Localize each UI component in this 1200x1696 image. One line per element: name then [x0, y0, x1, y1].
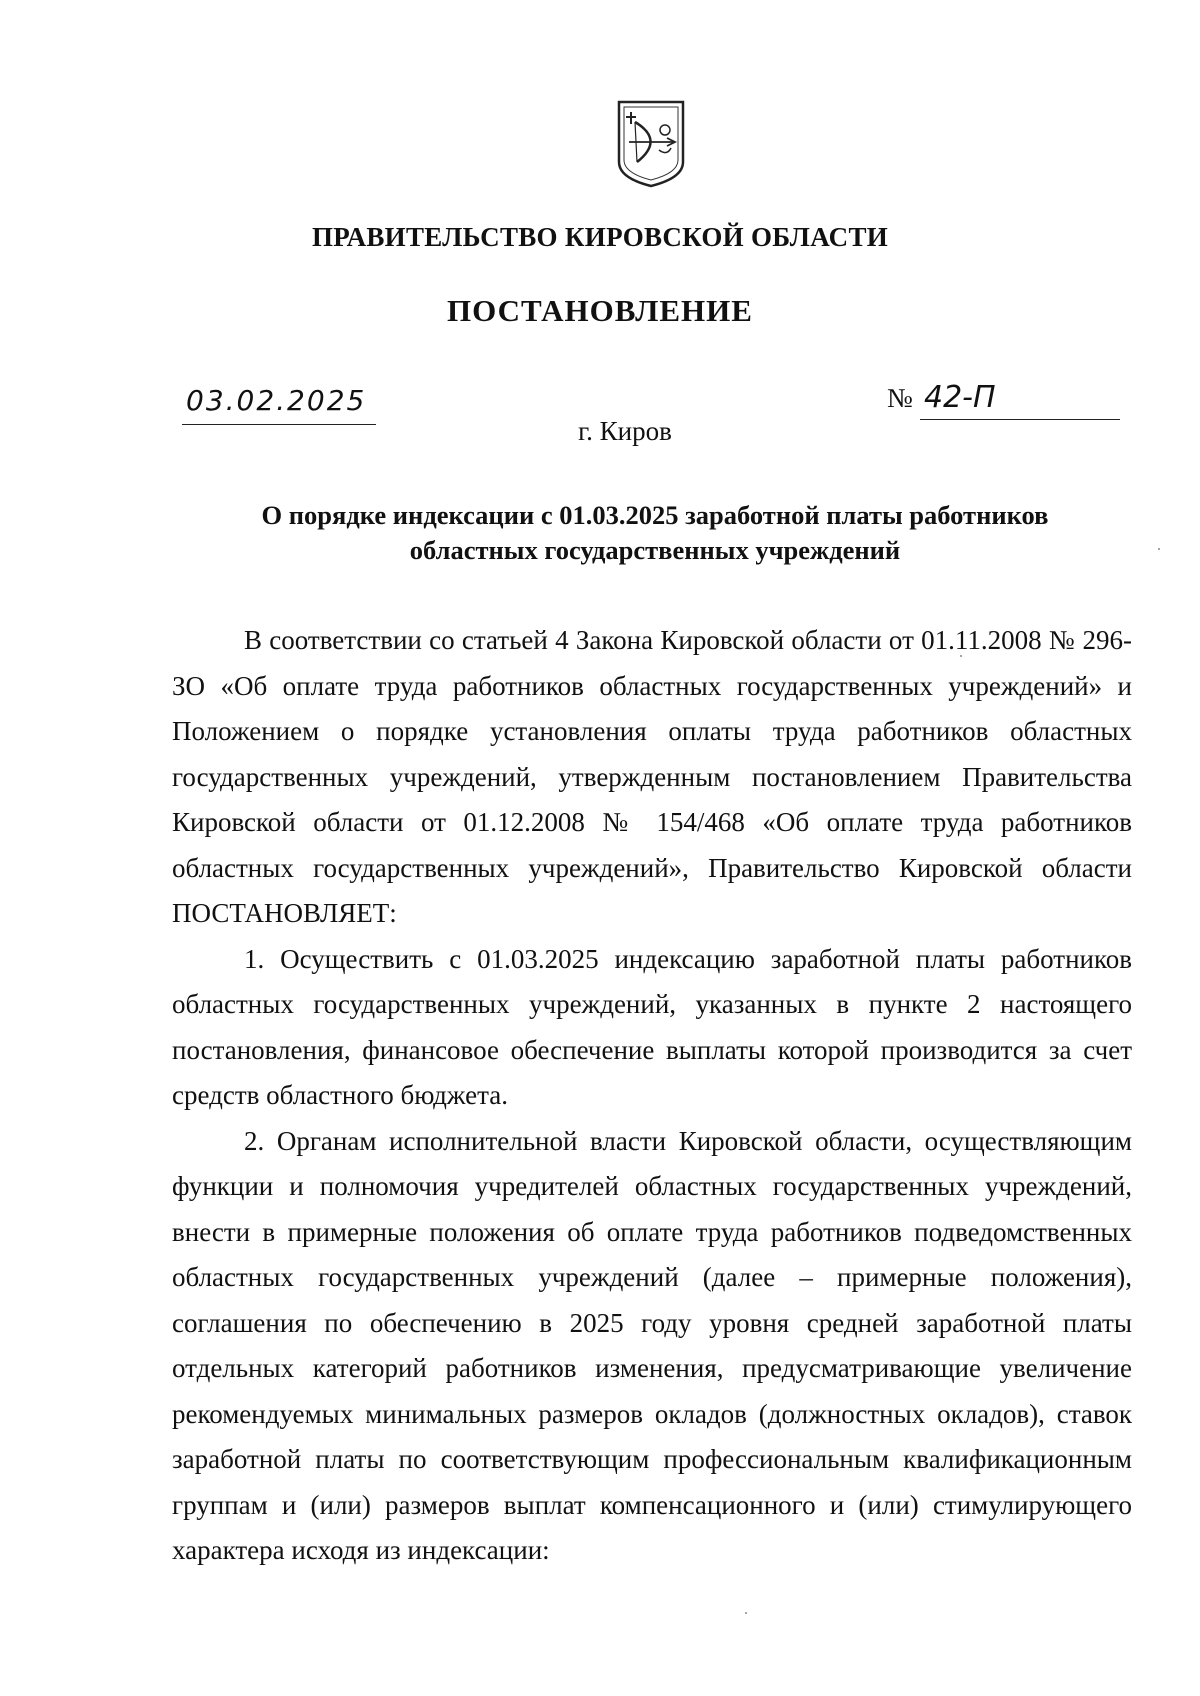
scan-speck	[1158, 548, 1160, 550]
item-2-paragraph: 2. Органам исполнительной власти Кировской области, осуществляющим функции и полномочия учредителей областных государственных учреждений, внести в примерные положения об оплате труда работников подведомственных областных государственных учреждений (далее – примерные положения), соглашения по обеспечению в 2025 году уровня средней заработной платы отдельных категорий работников изменения, предусматривающие увеличение рекомендуемых минимальных размеров окладов (должностных окладов), ставок заработной платы по соответствующим профессиональным квалификационным группам и (или) размеров выплат компенсационного и (или) стимулирующего характера исходя из индексации:	[172, 1125, 1132, 1565]
issuing-authority: ПРАВИТЕЛЬСТВО КИРОВСКОЙ ОБЛАСТИ	[311, 222, 889, 252]
city: г. Киров	[578, 416, 672, 446]
scan-speck	[960, 655, 962, 657]
item-1-paragraph: 1. Осуществить с 01.03.2025 индексацию заработной платы работников областных государственных учреждений, указанных в пункте 2 настоящего постановления, финансовое обеспечение выплаты которой производится за счет средств областного бюджета.	[172, 943, 1132, 1110]
title-line-2: областных государственных учреждений	[409, 535, 901, 565]
document-type: ПОСТАНОВЛЕНИЕ	[447, 293, 753, 328]
document-number: 42-П	[920, 380, 1120, 420]
scan-speck	[745, 1612, 747, 1614]
document-body	[172, 618, 1132, 1574]
preamble-paragraph: В соответствии со статьей 4 Закона Кировской области от 01.11.2008 № 296-ЗО «Об оплате труда работников областных государственных учреждений» и Положением о порядке установления оплаты труда работников областных государственных учреждений, утвержденным постановлением Правительства Кировской области от 01.12.2008 № 154/468 «Об оплате труда работников областных государственных учреждений», Правительство Кировской области ПОСТАНОВЛЯЕТ:	[172, 625, 1132, 928]
document-title	[170, 498, 1140, 568]
title-line-1: О порядке индексации с 01.03.2025 заработной платы работников	[261, 500, 1049, 530]
document-date: 03.02.2025	[182, 384, 376, 425]
number-label: №	[887, 383, 913, 413]
coat-of-arms-icon	[615, 100, 687, 188]
